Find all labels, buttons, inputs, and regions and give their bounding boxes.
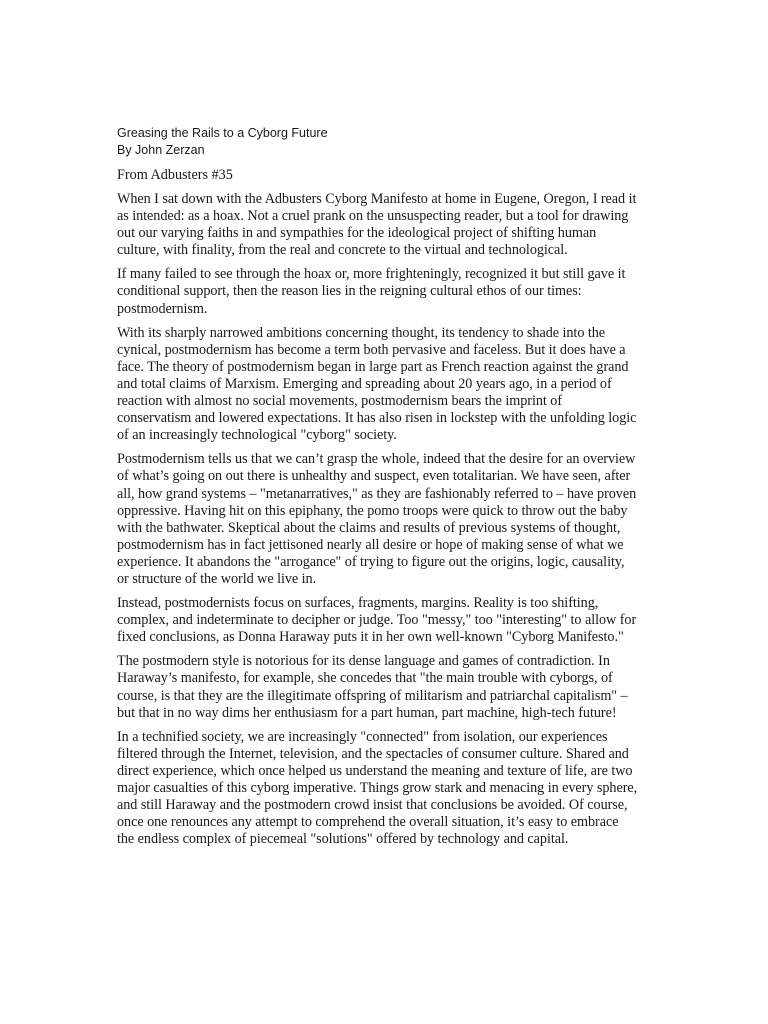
paragraph: With its sharply narrowed ambitions concerning thought, its tendency to shade into the cynical, postmodernism has become a term both pervasive and faceless. But it does have a face. The theory of postmodernism began in large part as French reaction against the grand and total claims of Marxism. Emerging and spreading about 20 years ago, in a period of reaction with almost no social movements, postmodernism bears the imprint of conservatism and lowered expectations. It has also risen in lockstep with the unfolding logic of an increasingly technological "cyborg" society.: [117, 324, 637, 444]
article-body: [117, 125, 639, 855]
paragraph: When I sat down with the Adbusters Cyborg Manifesto at home in Eugene, Oregon, I read it as intended: as a hoax. Not a cruel prank on the unsuspecting reader, but a tool for drawing out our varying faiths in and sympathies for the ideological project of shifting human culture, with finality, from the real and concrete to the virtual and technological.: [117, 191, 637, 259]
article-title: Greasing the Rails to a Cyborg Future: [117, 126, 328, 140]
article-source: From Adbusters #35: [117, 167, 233, 183]
article-byline: By John Zerzan: [117, 143, 205, 157]
article-header: [117, 125, 639, 159]
paragraph: If many failed to see through the hoax or, more frighteningly, recognized it but still gave it conditional support, then the reason lies in the reigning cultural ethos of our times: postmodernism.: [117, 266, 626, 317]
paragraph: Instead, postmodernists focus on surfaces, fragments, margins. Reality is too shifting, complex, and indeterminate to decipher or judge. Too "messy," too "interesting" to allow for fixed conclusions, as Donna Haraway puts it in her own well-known "Cyborg Manifesto.": [117, 595, 637, 646]
paragraph: The postmodern style is notorious for its dense language and games of contradiction. In Haraway’s manifesto, for example, she concedes that "the main trouble with cyborgs, of course, is that they are the illegitimate offspring of militarism and patriarchal capitalism" – but that in no way dims her enthusiasm for a part human, part machine, high-tech future!: [117, 653, 628, 721]
paragraph: Postmodernism tells us that we can’t grasp the whole, indeed that the desire for an overview of what’s going on out there is unhealthy and suspect, even totalitarian. We have seen, after all, how grand systems – "metanarratives," as they are fashionably referred to – have proven oppressive. Having hit on this epiphany, the pomo troops were quick to throw out the baby with the bathwater. Skeptical about the claims and results of previous systems of thought, postmodernism has in fact jettisoned nearly all desire or hope of making sense of what we experience. It abandons the "arrogance" of trying to figure out the origins, logic, causality, or structure of the world we live in.: [117, 451, 637, 587]
paragraph: In a technified society, we are increasingly "connected" from isolation, our experiences filtered through the Internet, television, and the spectacles of consumer culture. Shared and direct experience, which once helped us understand the meaning and texture of life, are two major casualties of this cyborg imperative. Things grow stark and menacing in every sphere, and still Haraway and the postmodern crowd insist that conclusions be avoided. Of course, once one renounces any attempt to comprehend the overall situation, it’s easy to embrace the endless complex of piecemeal "solutions" offered by technology and capital.: [117, 728, 638, 848]
